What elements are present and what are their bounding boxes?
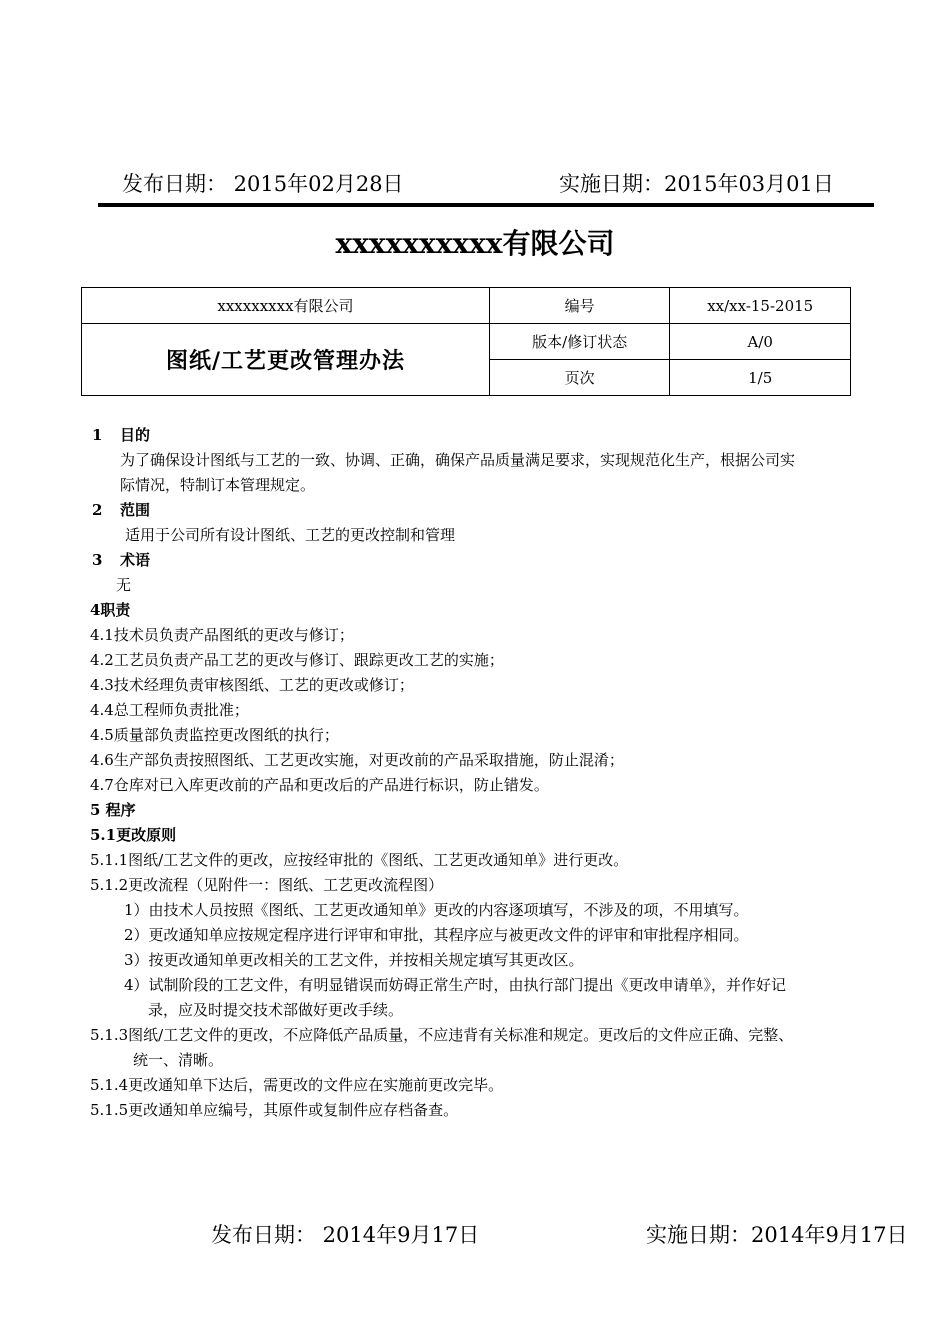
section-4-item: 4.7仓库对已入库更改前的产品和更改后的产品进行标识，防止错发。: [90, 776, 549, 794]
header-implement-date: 实施日期：2015年03月01日: [559, 172, 834, 196]
company-name-cell: xxxxxxxxx有限公司: [82, 288, 490, 324]
value-cell: A/0: [670, 324, 851, 360]
label-cell: 版本/修订状态: [489, 324, 669, 360]
section-5-1-4: 5.1.4更改通知单下达后，需更改的文件应在实施前更改完毕。: [90, 1076, 504, 1094]
footer-publish-date: 发布日期： 2014年9月17日: [211, 1223, 480, 1247]
section-5-1-3-line-2: 统一、清晰。: [133, 1051, 224, 1069]
section-4-item: 4.5质量部负责监控更改图纸的执行；: [90, 726, 339, 744]
section-5-title: 5 程序: [90, 801, 136, 819]
section-5-1-2-step-4-line-2: 录，应及时提交技术部做好更改手续。: [148, 1001, 404, 1019]
document-title-cell: 图纸/工艺更改管理办法: [82, 324, 490, 396]
section-2-number: 2: [92, 501, 103, 519]
section-2-text: 适用于公司所有设计图纸、工艺的更改控制和管理: [125, 526, 456, 544]
section-1-text-line-2: 际情况，特制订本管理规定。: [120, 476, 316, 494]
section-3-title: 术语: [120, 551, 151, 569]
section-5-1-2-step-2: 2）更改通知单应按规定程序进行评审和审批，其程序应与被更改文件的评审和审批程序相同。: [124, 926, 749, 944]
label-cell: 页次: [489, 360, 669, 396]
section-5-1-title: 5.1更改原则: [90, 826, 177, 844]
section-2-title: 范围: [120, 501, 151, 519]
section-4-item: 4.3技术经理负责审核图纸、工艺的更改或修订；: [90, 676, 414, 694]
section-5-1-2: 5.1.2更改流程（见附件一：图纸、工艺更改流程图）: [90, 876, 444, 894]
section-4-title: 4职责: [90, 601, 131, 619]
value-cell: 1/5: [670, 360, 851, 396]
document-info-table: [81, 287, 851, 396]
label-cell: 编号: [489, 288, 669, 324]
section-1-number: 1: [92, 426, 103, 444]
section-5-1-2-step-1: 1）由技术人员按照《图纸、工艺更改通知单》更改的内容逐项填写，不涉及的项，不用填写。: [124, 901, 749, 919]
section-3-number: 3: [92, 551, 103, 569]
table-row: [82, 288, 851, 324]
section-5-1-2-step-3: 3）按更改通知单更改相关的工艺文件，并按相关规定填写其更改区。: [124, 951, 584, 969]
section-5-1-2-step-4-line-1: 4）试制阶段的工艺文件，有明显错误而妨碍正常生产时，由执行部门提出《更改申请单》，并作好记: [124, 976, 787, 994]
section-4-item: 4.1技术员负责产品图纸的更改与修订；: [90, 626, 354, 644]
section-5-1-3-line-1: 5.1.3图纸/工艺文件的更改，不应降低产品质量，不应违背有关标准和规定。更改后的文件应正确、完整、: [90, 1026, 794, 1044]
table-row: [82, 324, 851, 360]
company-title: xxxxxxxxxx有限公司: [335, 227, 615, 260]
section-1-title: 目的: [120, 426, 151, 444]
section-4-item: 4.2工艺员负责产品工艺的更改与修订、跟踪更改工艺的实施；: [90, 651, 504, 669]
section-3-text: 无: [116, 576, 132, 594]
section-5-1-1: 5.1.1图纸/工艺文件的更改，应按经审批的《图纸、工艺更改通知单》进行更改。: [90, 851, 629, 869]
section-4-item: 4.4总工程师负责批准；: [90, 701, 249, 719]
header-rule: [98, 203, 874, 207]
footer-implement-date: 实施日期：2014年9月17日: [646, 1223, 908, 1247]
value-cell: xx/xx-15-2015: [670, 288, 851, 324]
header-publish-date: 发布日期： 2015年02月28日: [122, 172, 404, 196]
section-1-text-line-1: 为了确保设计图纸与工艺的一致、协调、正确，确保产品质量满足要求，实现规范化生产，根据公司实: [120, 451, 796, 469]
section-5-1-5: 5.1.5更改通知单应编号，其原件或复制件应存档备查。: [90, 1101, 459, 1119]
section-4-item: 4.6生产部负责按照图纸、工艺更改实施，对更改前的产品采取措施，防止混淆；: [90, 751, 624, 769]
